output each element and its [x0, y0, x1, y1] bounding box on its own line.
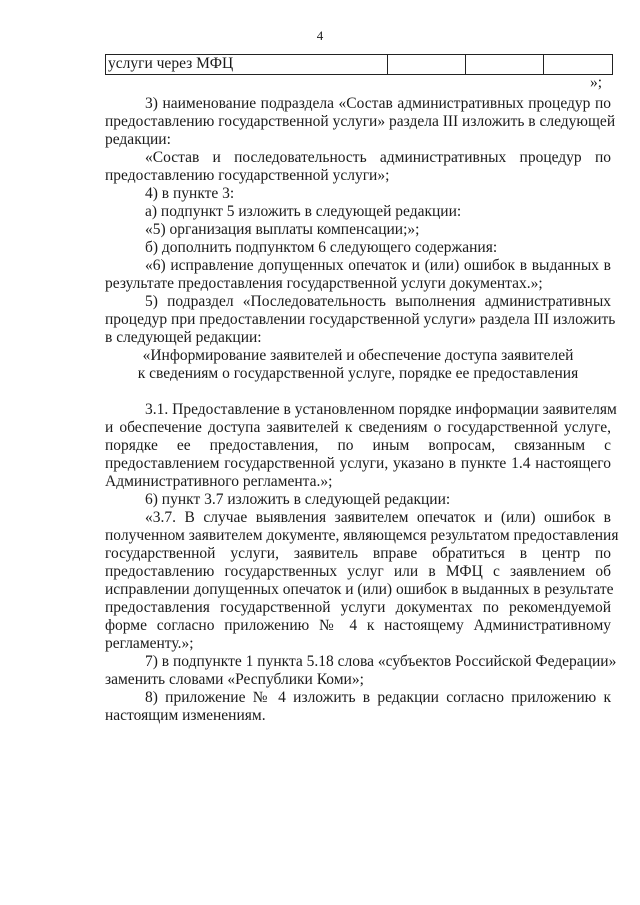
text-line: »;	[589, 74, 602, 91]
text-line: предоставлением государственной услуги, указано в пункте 1.4 настоящего	[105, 455, 611, 472]
table-cell-empty	[388, 55, 466, 74]
text-line: Административного регламента.»;	[105, 473, 333, 490]
text-line: 8) приложение № 4 изложить в редакции согласно приложению к	[145, 689, 611, 706]
text-line: процедур при предоставлении государственной услуги» раздела III изложить	[105, 311, 616, 328]
table-cell-service: услуги через МФЦ	[106, 55, 388, 74]
text-line: «3.7. В случае выявления заявителем опечаток и (или) ошибок в	[145, 509, 611, 526]
text-line: «5) организация выплаты компенсации;»;	[145, 221, 420, 238]
heading-line: «Информирование заявителей и обеспечение доступа заявителей	[142, 347, 574, 364]
text-line: регламенту.»;	[105, 635, 194, 652]
text-line: предоставления государственной услуги документах по рекомендуемой	[105, 599, 611, 616]
text-line: настоящим изменениям.	[105, 707, 266, 724]
text-line: порядке ее предоставления, по иным вопросам, связанным с	[105, 437, 611, 454]
text-line: 4) в пункте 3:	[145, 185, 235, 202]
text-line: предоставлению государственной услуги»;	[105, 167, 390, 184]
text-line: исправлении допущенных опечаток и (или) ошибок в выданных в результате	[105, 581, 614, 598]
text-line: государственной услуги, заявитель вправе обратиться в центр по	[105, 545, 611, 562]
text-line: полученном заявителем документе, являющемся результатом предоставления	[105, 527, 619, 544]
text-line: а) подпункт 5 изложить в следующей редакции:	[145, 203, 462, 220]
heading-line: к сведениям о государственной услуге, порядке ее предоставления	[137, 365, 579, 382]
text-line: предоставлению государственной услуги» раздела III изложить в следующей	[105, 113, 616, 130]
table-cell-empty	[466, 55, 544, 74]
text-line: в следующей редакции:	[105, 329, 262, 346]
text-line: форме согласно приложению № 4 к настоящему Административному	[105, 617, 611, 634]
text-line: предоставлению государственных услуг или в МФЦ с заявлением об	[105, 563, 611, 580]
table-cell-empty	[544, 55, 612, 74]
text-line: «Состав и последовательность административных процедур по	[145, 149, 611, 166]
text-line: 6) пункт 3.7 изложить в следующей редакции:	[145, 491, 451, 508]
text-line: 5) подраздел «Последовательность выполнения административных	[145, 293, 611, 310]
text-line: и обеспечение доступа заявителей к сведениям о государственной услуге,	[105, 419, 611, 436]
text-line: б) дополнить подпунктом 6 следующего содержания:	[145, 239, 498, 256]
text-line: 3.1. Предоставление в установленном порядке информации заявителям	[145, 401, 617, 418]
text-line: заменить словами «Республики Коми»;	[105, 671, 364, 688]
page-number: 4	[316, 28, 324, 43]
text-line: результате предоставления государственной услуги документах.»;	[105, 275, 543, 292]
table-row	[105, 54, 613, 75]
text-line: «6) исправление допущенных опечаток и (или) ошибок в выданных в	[145, 257, 611, 274]
text-line: 7) в подпункте 1 пункта 5.18 слова «субъектов Российской Федерации»	[145, 653, 617, 670]
text-line: 3) наименование подраздела «Состав административных процедур по	[145, 95, 611, 112]
text-line: редакции:	[105, 131, 171, 148]
